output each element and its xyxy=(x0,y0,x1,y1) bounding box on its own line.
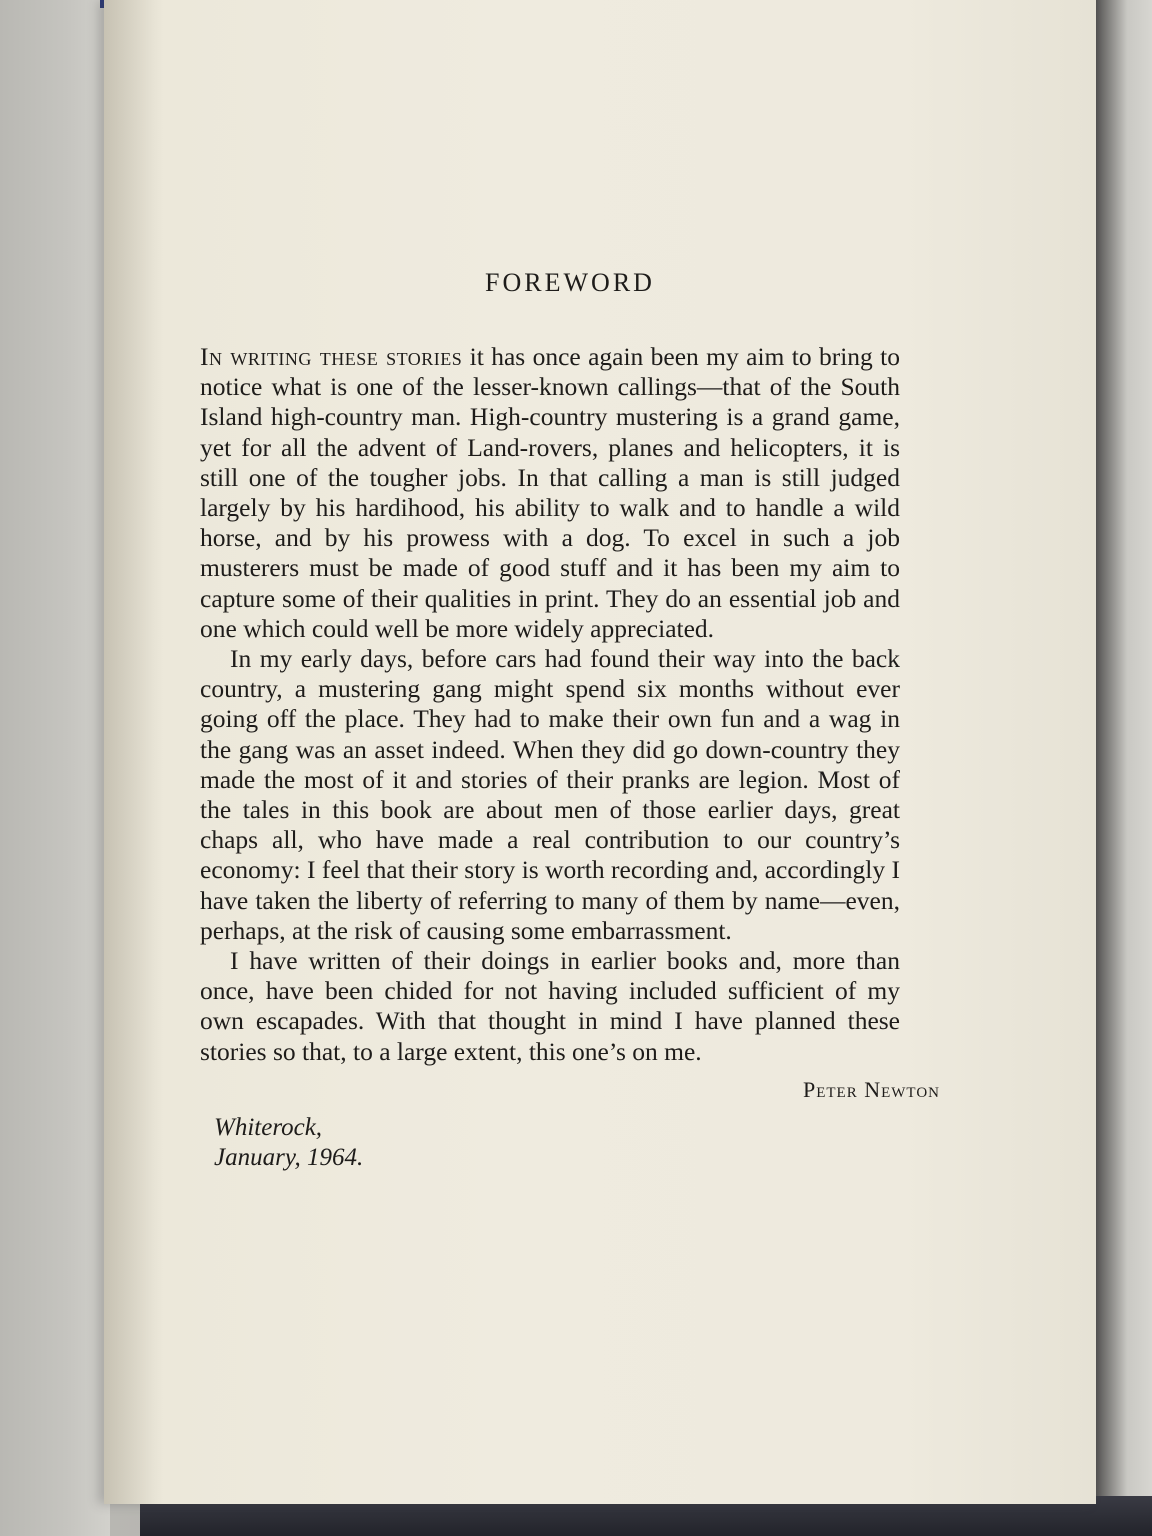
paragraph-1 xyxy=(200,342,900,644)
paragraph-1-text: it has once again been my aim to bring to notice what is one of the lesser-known callings—that of the South Island high-country man. High-country mustering is a grand game, yet for all the advent of Land-rovers, planes and helicopters, it is still one of the tougher jobs. In that calling a man is still judged largely by his hardihood, his ability to walk and to handle a wild horse, and by his prowess with a dog. To excel in such a job musterers must be made of good stuff and it has been my aim to capture some of their qualities in print. They do an essential job and one which could well be more widely appreciated. xyxy=(200,342,900,643)
page-title: FOREWORD xyxy=(485,268,655,297)
book-left-edge xyxy=(0,0,110,1536)
paragraph-3: I have written of their doings in earlier books and, more than once, have been chided for not having included sufficient of my own escapades. With that thought in mind I have planned these stories so that, to a large extent, this one’s on me. xyxy=(200,946,900,1066)
place: Whiterock, xyxy=(214,1113,323,1141)
paragraph-1-lead: In writing these stories xyxy=(200,342,463,371)
foreword-text-block xyxy=(200,260,940,1173)
author-signature: Peter Newton xyxy=(803,1076,940,1102)
page-gutter-shadow xyxy=(104,0,164,1504)
place-date xyxy=(214,1113,900,1173)
paragraph-2: In my early days, before cars had found their way into the back country, a mustering gang might spend six months without ever going off the place. They had to make their own fun and a wag in the gang was an asset indeed. When they did go down-country they made the most of it and stories of their pranks are legion. Most of the tales in this book are about men of those earlier days, great chaps all, who have made a real contribution to our country’s economy: I feel that their story is worth recording and, accordingly I have taken the liberty of referring to many of them by name—even, perhaps, at the risk of causing some embarrassment. xyxy=(200,644,900,945)
book-right-edge xyxy=(1090,0,1152,1536)
book-page xyxy=(104,0,1096,1504)
date: January, 1964. xyxy=(214,1143,364,1171)
